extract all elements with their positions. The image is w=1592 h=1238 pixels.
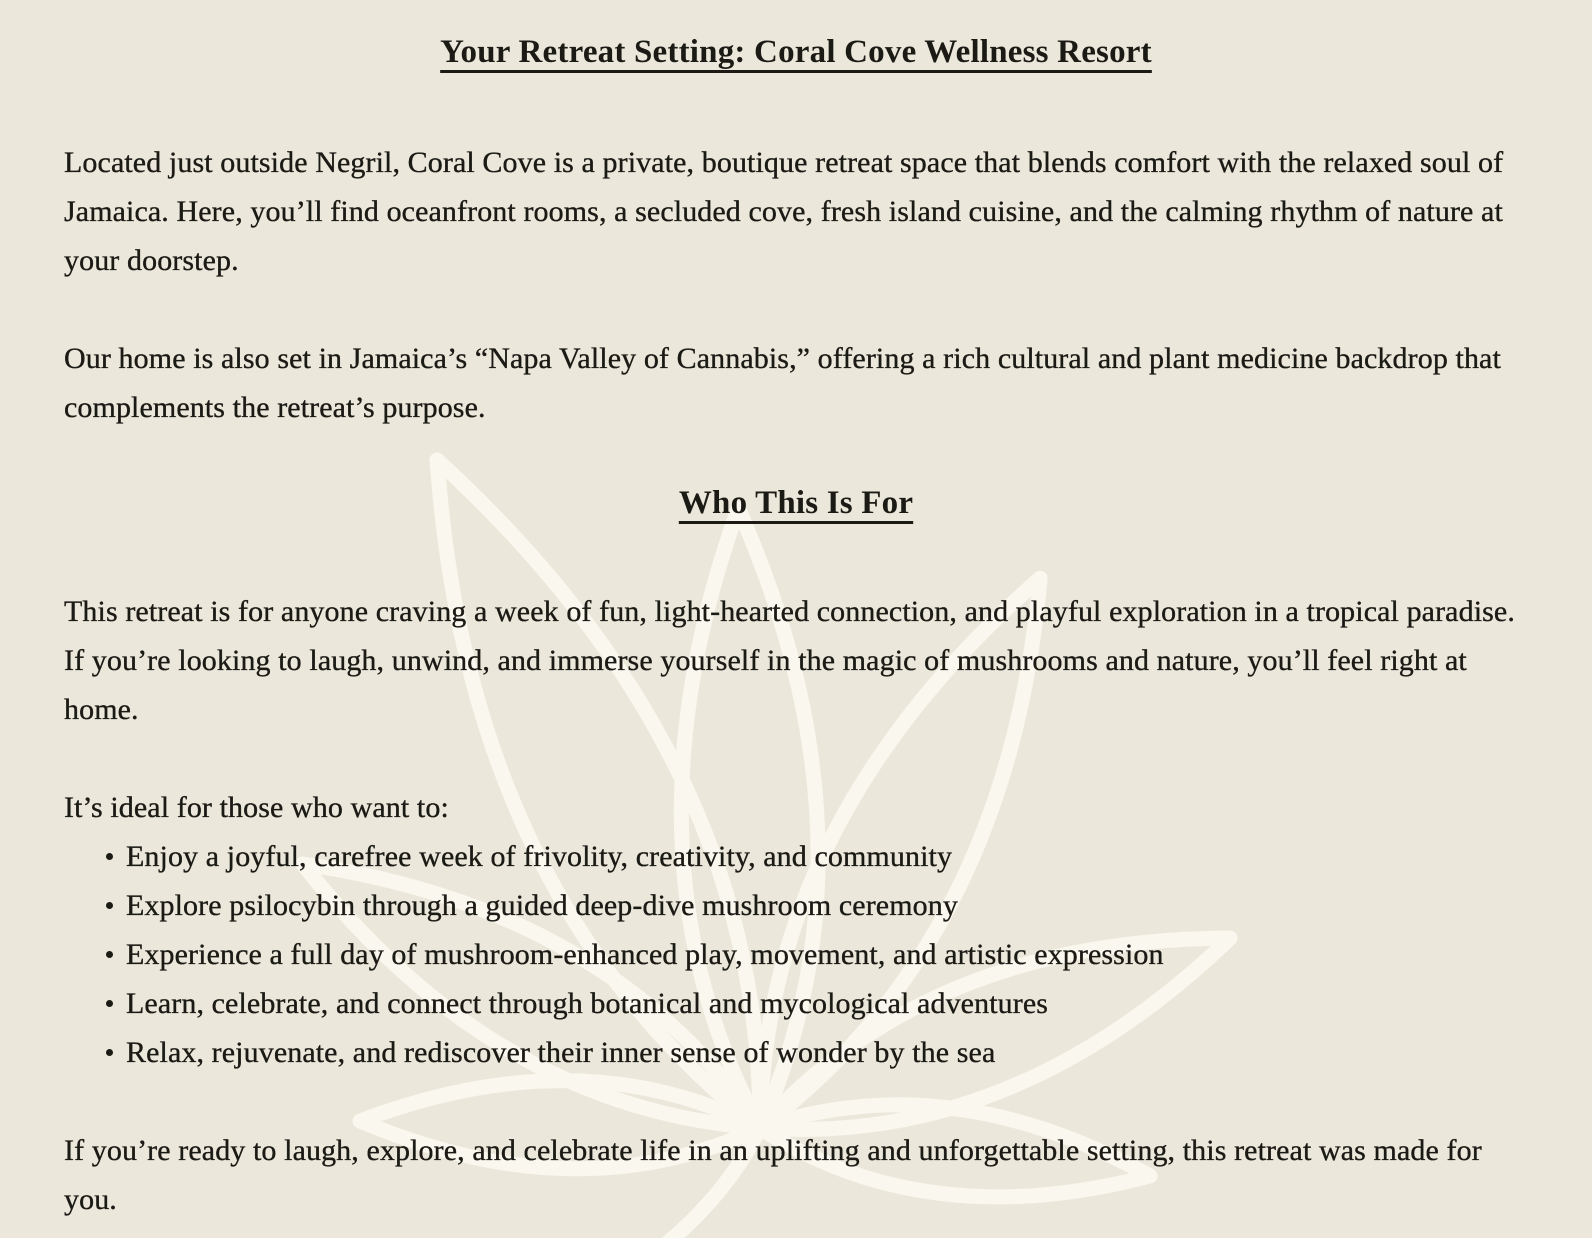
page-title xyxy=(64,30,1528,74)
bullet-dot-icon xyxy=(106,853,113,860)
closing-paragraph: If you’re ready to laugh, explore, and celebrate life in an uplifting and unforgettable setting, this retreat was made for you. xyxy=(64,1134,1482,1216)
list-item-text: Learn, celebrate, and connect through botanical and mycological adventures xyxy=(126,987,1049,1020)
list-item xyxy=(104,832,1528,881)
who-paragraph: This retreat is for anyone craving a week of fun, light-hearted connection, and playful exploration in a tropical paradise. If you’re looking to laugh, unwind, and immerse yourself in the magic of mushrooms and nature, you’ll feel right at home. xyxy=(64,595,1515,726)
bullet-dot-icon xyxy=(106,902,113,909)
list-item-text: Enjoy a joyful, carefree week of frivolity, creativity, and community xyxy=(126,840,953,873)
list-item-text: Relax, rejuvenate, and rediscover their inner sense of wonder by the sea xyxy=(126,1036,996,1069)
bullet-dot-icon xyxy=(106,951,113,958)
section-title-who-this-is-for xyxy=(64,481,1528,525)
list-item-text: Experience a full day of mushroom-enhanced play, movement, and artistic expression xyxy=(126,938,1164,971)
document-content xyxy=(64,30,1528,1224)
list-item xyxy=(104,1028,1528,1077)
bullet-dot-icon xyxy=(106,1049,113,1056)
section-title-text: Who This Is For xyxy=(678,485,914,521)
list-item xyxy=(104,881,1528,930)
intro-paragraph-2: Our home is also set in Jamaica’s “Napa Valley of Cannabis,” offering a rich cultural and plant medicine backdrop that complements the retreat’s purpose. xyxy=(64,342,1501,424)
list-item-text: Explore psilocybin through a guided deep-dive mushroom ceremony xyxy=(126,889,958,922)
bullet-dot-icon xyxy=(106,1000,113,1007)
ideal-intro-line: It’s ideal for those who want to: xyxy=(64,791,449,824)
ideal-bullet-list xyxy=(64,832,1528,1077)
list-item xyxy=(104,930,1528,979)
page-title-text: Your Retreat Setting: Coral Cove Wellness Resort xyxy=(440,34,1152,70)
intro-paragraph-1: Located just outside Negril, Coral Cove is a private, boutique retreat space that blends comfort with the relaxed soul of Jamaica. Here, you’ll find oceanfront rooms, a secluded cove, fresh island cuisine, and the calming rhythm of nature at your doorstep. xyxy=(64,146,1504,277)
list-item xyxy=(104,979,1528,1028)
